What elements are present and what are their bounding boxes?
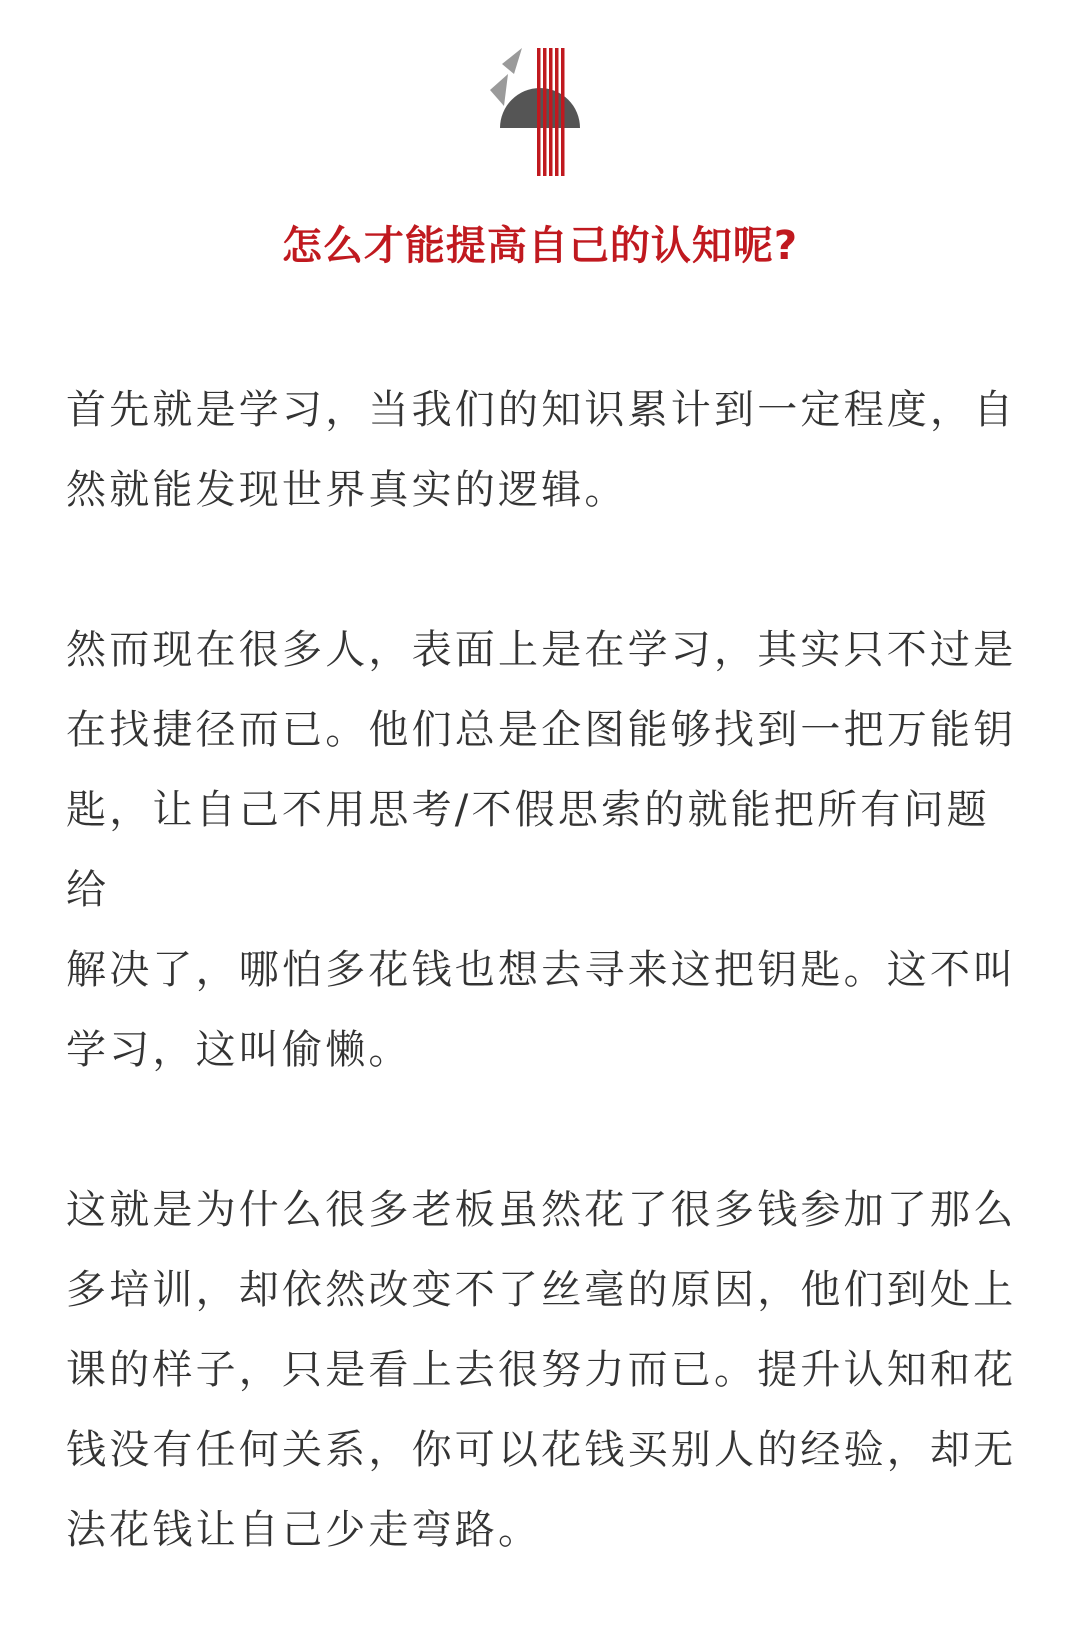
logo-stripe	[561, 48, 565, 176]
article-title: 怎么才能提高自己的认知呢?	[281, 223, 799, 269]
logo-triangle-lower	[490, 74, 508, 106]
logo-stripe	[543, 48, 547, 176]
logo-stripe	[555, 48, 559, 176]
half-circle-stripes-logo-icon	[488, 44, 588, 178]
logo-stripe	[537, 48, 541, 176]
article-body	[66, 370, 1018, 1650]
paragraph-1: 首先就是学习，当我们的知识累计到一定程度，自 然就能发现世界真实的逻辑。	[66, 387, 1017, 513]
logo-stripe	[549, 48, 553, 176]
paragraph-3: 这就是为什么很多老板虽然花了很多钱参加了那么 多培训，却依然改变不了丝毫的原因，他们到处上 课的样子，只是看上去很努力而已。提升认知和花 钱没有任何关系，你可以花钱买别人的经验，却无 法花钱让自己少走弯路。	[66, 1187, 1017, 1553]
paragraph-2: 然而现在很多人，表面上是在学习，其实只不过是 在找捷径而已。他们总是企图能够找到一把万能钥 匙，让自己不用思考/不假思索的就能把所有问题给 解决了，哪怕多花钱也想去寻来这把钥匙。这不叫 学习，这叫偷懒。	[66, 627, 1017, 1073]
logo-triangle-upper	[502, 48, 522, 74]
